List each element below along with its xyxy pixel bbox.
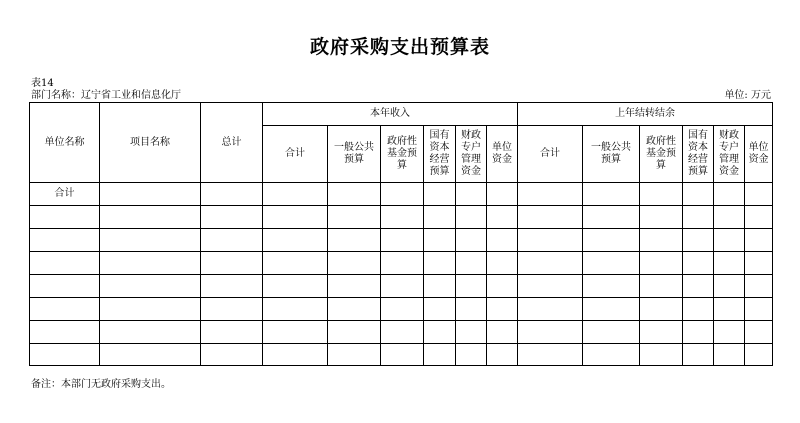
header-cy-unit-funds: 单位资金 (487, 126, 518, 183)
unit-label: 单位: 万元 (724, 90, 771, 101)
header-co-subtotal: 合计 (518, 126, 583, 183)
header-current-year: 本年收入 (263, 103, 518, 126)
table-row (30, 206, 773, 229)
header-co-unit-funds: 单位资金 (745, 126, 773, 183)
row-total-label: 合计 (30, 183, 100, 206)
header-cy-gov-fund: 政府性基金预算 (381, 126, 424, 183)
page-title: 政府采购支出预算表 (309, 36, 490, 58)
header-co-general-budget: 一般公共预算 (583, 126, 640, 183)
header-cy-state-capital: 国有资本经营预算 (424, 126, 456, 183)
table-row-total (30, 183, 773, 206)
header-co-state-capital: 国有资本经营预算 (683, 126, 714, 183)
table-row (30, 229, 773, 252)
header-total: 总计 (201, 103, 263, 183)
header-cy-fiscal-account: 财政专户管理资金 (456, 126, 487, 183)
header-unit-name: 单位名称 (30, 103, 100, 183)
table-row (30, 252, 773, 275)
header-cy-subtotal: 合计 (263, 126, 328, 183)
table-row (30, 321, 773, 344)
table-number: 表14 (31, 78, 54, 89)
department-name: 部门名称：辽宁省工业和信息化厅 (31, 90, 181, 101)
footnote: 备注：本部门无政府采购支出。 (31, 379, 171, 390)
header-carryover: 上年结转结余 (518, 103, 773, 126)
table-row (30, 344, 773, 366)
table-row (30, 298, 773, 321)
table-row (30, 275, 773, 298)
header-co-gov-fund: 政府性基金预算 (640, 126, 683, 183)
procurement-table (29, 102, 773, 366)
header-cy-general-budget: 一般公共预算 (328, 126, 381, 183)
header-co-fiscal-account: 财政专户管理资金 (714, 126, 745, 183)
header-project-name: 项目名称 (100, 103, 201, 183)
